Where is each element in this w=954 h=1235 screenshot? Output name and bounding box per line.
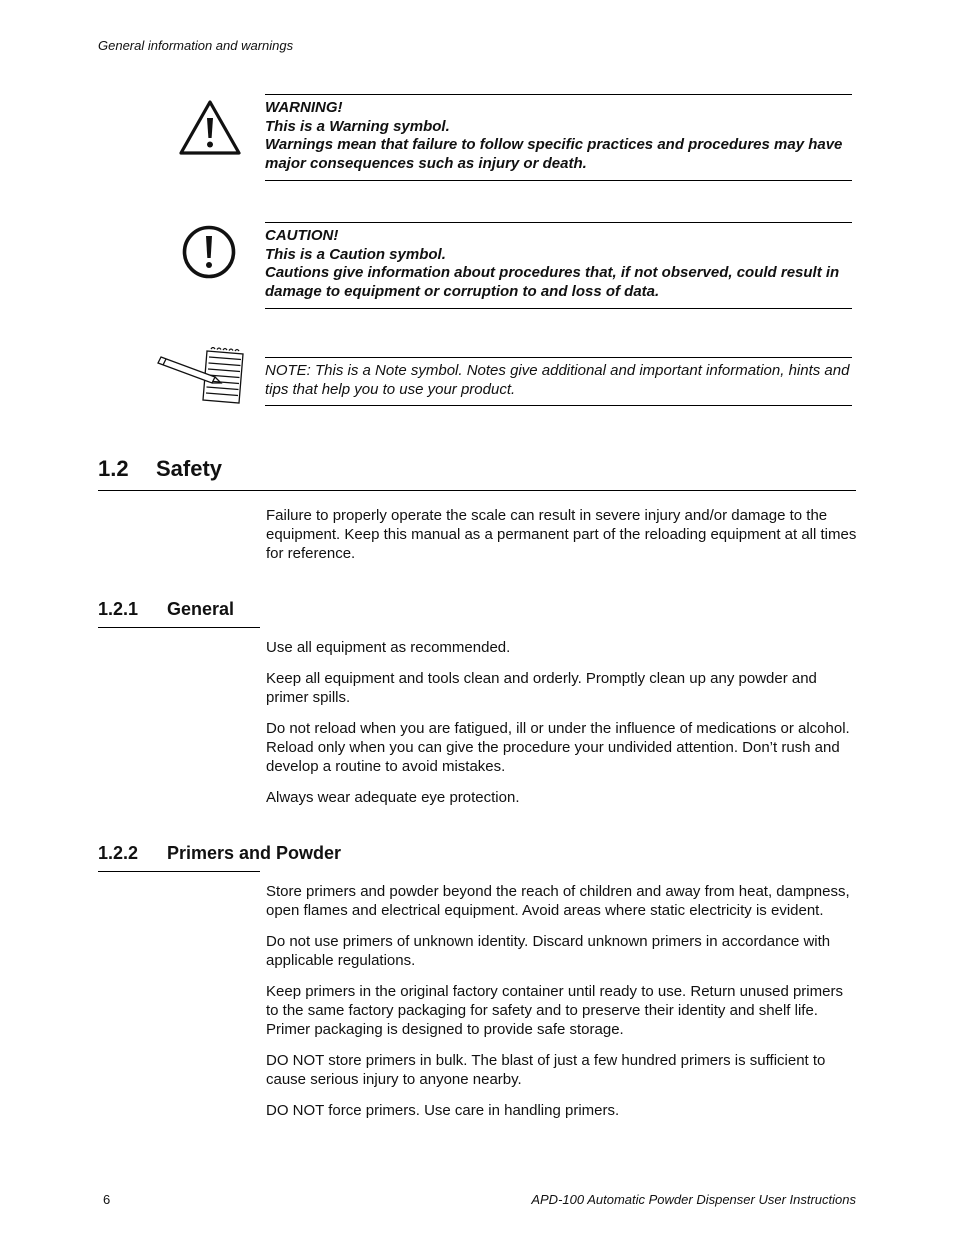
- page-number: 6: [103, 1192, 111, 1207]
- section-heading-primers: [98, 842, 342, 872]
- section-title: General: [167, 599, 235, 619]
- caution-exclamation-circle-icon: [181, 224, 237, 285]
- warning-triangle-icon: [178, 99, 242, 162]
- paragraph: DO NOT store primers in bulk. The blast of just a few hundred primers is sufficient to cause serious injury to anyone nearby.: [266, 1052, 826, 1088]
- section-heading-general: [98, 598, 260, 628]
- notepad-pencil-icon: [157, 347, 247, 412]
- warning-box: [265, 94, 852, 181]
- caution-line2: Cautions give information about procedures that, if not observed, could result in damage to equipment or corruption to and loss of data.: [265, 264, 840, 300]
- section-heading-safety: [98, 455, 856, 491]
- section-number: 1.2.2: [98, 843, 139, 863]
- paragraph: Do not reload when you are fatigued, ill or under the influence of medications or alcohol. Reload only when you can give the procedure your undivided attention. Don’t rush and develop a routine to avoid mistakes.: [266, 720, 850, 775]
- safety-body: [266, 506, 858, 575]
- paragraph: Keep primers in the original factory container until ready to use. Return unused primers to the same factory packaging for safety and to preserve their identity and shelf life. Primer packaging is designed to provide safe storage.: [266, 983, 843, 1038]
- note-box: [265, 357, 852, 406]
- footer-doc-title: APD-100 Automatic Powder Dispenser User Instructions: [531, 1192, 856, 1207]
- section-number: 1.2: [98, 456, 129, 481]
- note-text: NOTE: This is a Note symbol. Notes give additional and important information, hints and tips that help you to use your product.: [265, 362, 850, 398]
- warning-line1: This is a Warning symbol.: [265, 117, 450, 135]
- paragraph: Keep all equipment and tools clean and orderly. Promptly clean up any powder and primer spills.: [266, 670, 817, 706]
- running-head: General information and warnings: [98, 38, 294, 53]
- primers-body: [266, 882, 858, 1132]
- paragraph: Failure to properly operate the scale can result in severe injury and/or damage to the equipment. Keep this manual as a permanent part of the reloading equipment at all times for reference.: [266, 507, 857, 562]
- caution-heading: CAUTION!: [265, 227, 339, 244]
- caution-line1: This is a Caution symbol.: [265, 245, 446, 263]
- section-title: Primers and Powder: [167, 843, 342, 863]
- section-number: 1.2.1: [98, 599, 139, 619]
- paragraph: Do not use primers of unknown identity. Discard unknown primers in accordance with applicable regulations.: [266, 933, 831, 969]
- paragraph: Use all equipment as recommended.: [266, 639, 511, 656]
- section-title: Safety: [156, 456, 223, 481]
- warning-heading: WARNING!: [265, 99, 343, 116]
- caution-box: [265, 222, 852, 309]
- paragraph: Always wear adequate eye protection.: [266, 789, 520, 806]
- paragraph: Store primers and powder beyond the reach of children and away from heat, dampness, open flames and electrical equipment. Avoid areas where static electricity is evident.: [266, 883, 850, 919]
- general-body: [266, 638, 858, 819]
- paragraph: DO NOT force primers. Use care in handling primers.: [266, 1102, 620, 1119]
- warning-line2: Warnings mean that failure to follow specific practices and procedures may have major consequences such as injury or death.: [265, 136, 843, 172]
